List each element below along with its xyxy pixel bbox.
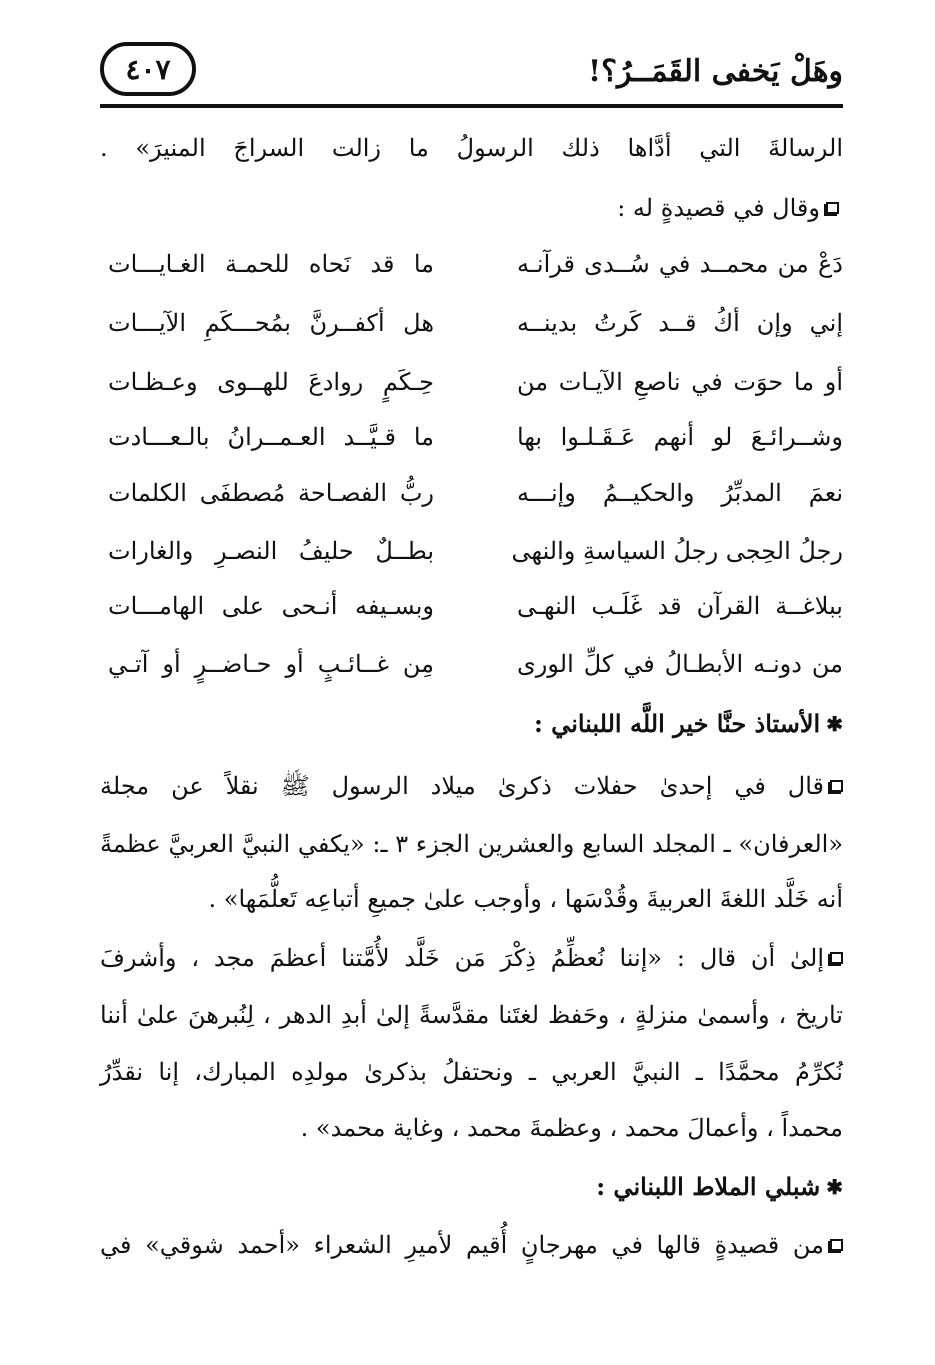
box-bullet-icon <box>830 952 843 964</box>
box-bullet-icon <box>826 202 839 214</box>
poem-verse <box>100 303 843 363</box>
paragraph-text: قال في إحدىٰ حفلات ذكرىٰ ميلاد الرسول ﷺ نقلاً عن مجلة <box>100 772 825 800</box>
verse-second-hemistich: هل أكفــرنَّ بمُحـــكَمِ الآيـــات <box>108 309 434 337</box>
section-heading-text: الأستاذ حنَّا خير اللَّه اللبناني : <box>533 709 821 738</box>
poem-verse <box>100 473 843 533</box>
paragraph-line <box>100 938 843 978</box>
poem-verse <box>100 362 843 422</box>
section-heading <box>100 704 843 746</box>
verse-first-hemistich: رجلُ الحِجى رجلُ السياسةِ والنهى <box>511 537 843 565</box>
poem-verse <box>100 531 843 591</box>
page-header <box>100 42 843 102</box>
poem-verse <box>100 244 843 304</box>
paragraph-line: أنه خَلَّد اللغةَ العربيةَ وقُدْسَها ، وأوجب علىٰ جميعِ أتباعِه تَعلُّمَها» . <box>208 885 843 913</box>
verse-second-hemistich: وبسـيفه أنـحى على الهامـــات <box>108 592 434 620</box>
paragraph-line: محمداً ، وأعمالَ محمد ، وعظمةَ محمد ، وغاية محمد» . <box>300 1114 843 1142</box>
poem-verse <box>100 417 843 477</box>
page-number-badge <box>100 42 196 96</box>
poem-intro-line <box>100 188 839 228</box>
verse-second-hemistich: مِن غــائـبٍ أو حـاضــرٍ أو آتـي <box>108 650 434 678</box>
paragraph-line: نُكرِّمُ محمَّدًا ـ النبيَّ العربي ـ ونحتفلُ بذكرىٰ مولدِه المبارك، إنا نقدِّرُ <box>100 1058 843 1086</box>
poem-intro-text: وقال في قصيدةٍ له : <box>617 194 820 222</box>
verse-first-hemistich: وشــرائـعَ لو أنهم عَـقَـلـوا بها <box>517 423 843 451</box>
box-bullet-icon <box>830 780 843 792</box>
verse-first-hemistich: إني وإن أكُ قــد كَرتُ بدينــه <box>517 309 843 337</box>
paragraph-line: «العرفان» ـ المجلد السابع والعشرين الجزء ٣ ـ: «يكفي النبيَّ العربيَّ عظمةً <box>100 830 843 858</box>
verse-first-hemistich: دَعْ من محمــد في سُــدى قرآنـه <box>517 250 843 278</box>
page-number: ٤٠٧ <box>125 52 171 86</box>
header-rule <box>100 104 843 108</box>
poem-verse <box>100 644 843 704</box>
asterisk-bullet-icon: ✱ <box>826 711 843 736</box>
verse-first-hemistich: أو ما حوَت في ناصعِ الآيـات من <box>517 368 843 396</box>
verse-second-hemistich: حِـكَمٍ روادعَ للهــوى وعـظـات <box>108 368 434 396</box>
verse-second-hemistich: ربُّ الفصـاحة مُصطفَى الكلمات <box>108 479 434 507</box>
verse-first-hemistich: ببلاغــة القرآن قد غَلَـب النهـى <box>517 592 843 620</box>
asterisk-bullet-icon: ✱ <box>826 1174 843 1199</box>
paragraph-text: إلىٰ أن قال : «إننا نُعظِّمُ ذِكْرَ مَن خَلَّد لأُمَّتنا أعظمَ مجد ، وأشرفَ <box>100 944 824 972</box>
section-heading <box>100 1167 843 1209</box>
verse-second-hemistich: ما قد نَحاه للحمـة الغـايـــات <box>108 250 434 278</box>
verse-first-hemistich: من دونـه الأبطـالُ في كلِّ الورى <box>517 650 843 678</box>
paragraph-line <box>100 1225 843 1265</box>
box-bullet-icon <box>830 1239 843 1251</box>
paragraph-line: تاريخ ، وأسمىٰ منزلةٍ ، وحَفظ لغتَنا مقدَّسةً إلىٰ أبدِ الدهر ، لِنُبرهنَ علىٰ أننا <box>100 1001 843 1029</box>
paragraph-line <box>100 766 843 806</box>
poem-verse <box>100 586 843 646</box>
paragraph-text: من قصيدةٍ قالها في مهرجانٍ أُقيم لأميرِ الشعراء «أحمد شوقي» في <box>100 1231 824 1259</box>
verse-second-hemistich: بطــلٌ حليفُ النصـرِ والغارات <box>108 537 434 565</box>
running-title: وهَلْ يَخفى القَمَــرُ؟! <box>587 54 843 89</box>
paragraph-line: الرسالةَ التي أدَّاها ذلك الرسولُ ما زالت السراجَ المنيرَ» . <box>100 134 843 162</box>
verse-second-hemistich: ما قـيَّــد العـمــرانُ بالـعـــادت <box>108 423 434 451</box>
verse-first-hemistich: نعمَ المدبِّرُ والحكيــمُ وإنـــه <box>517 479 843 507</box>
section-heading-text: شبلي الملاط اللبناني : <box>596 1172 821 1201</box>
